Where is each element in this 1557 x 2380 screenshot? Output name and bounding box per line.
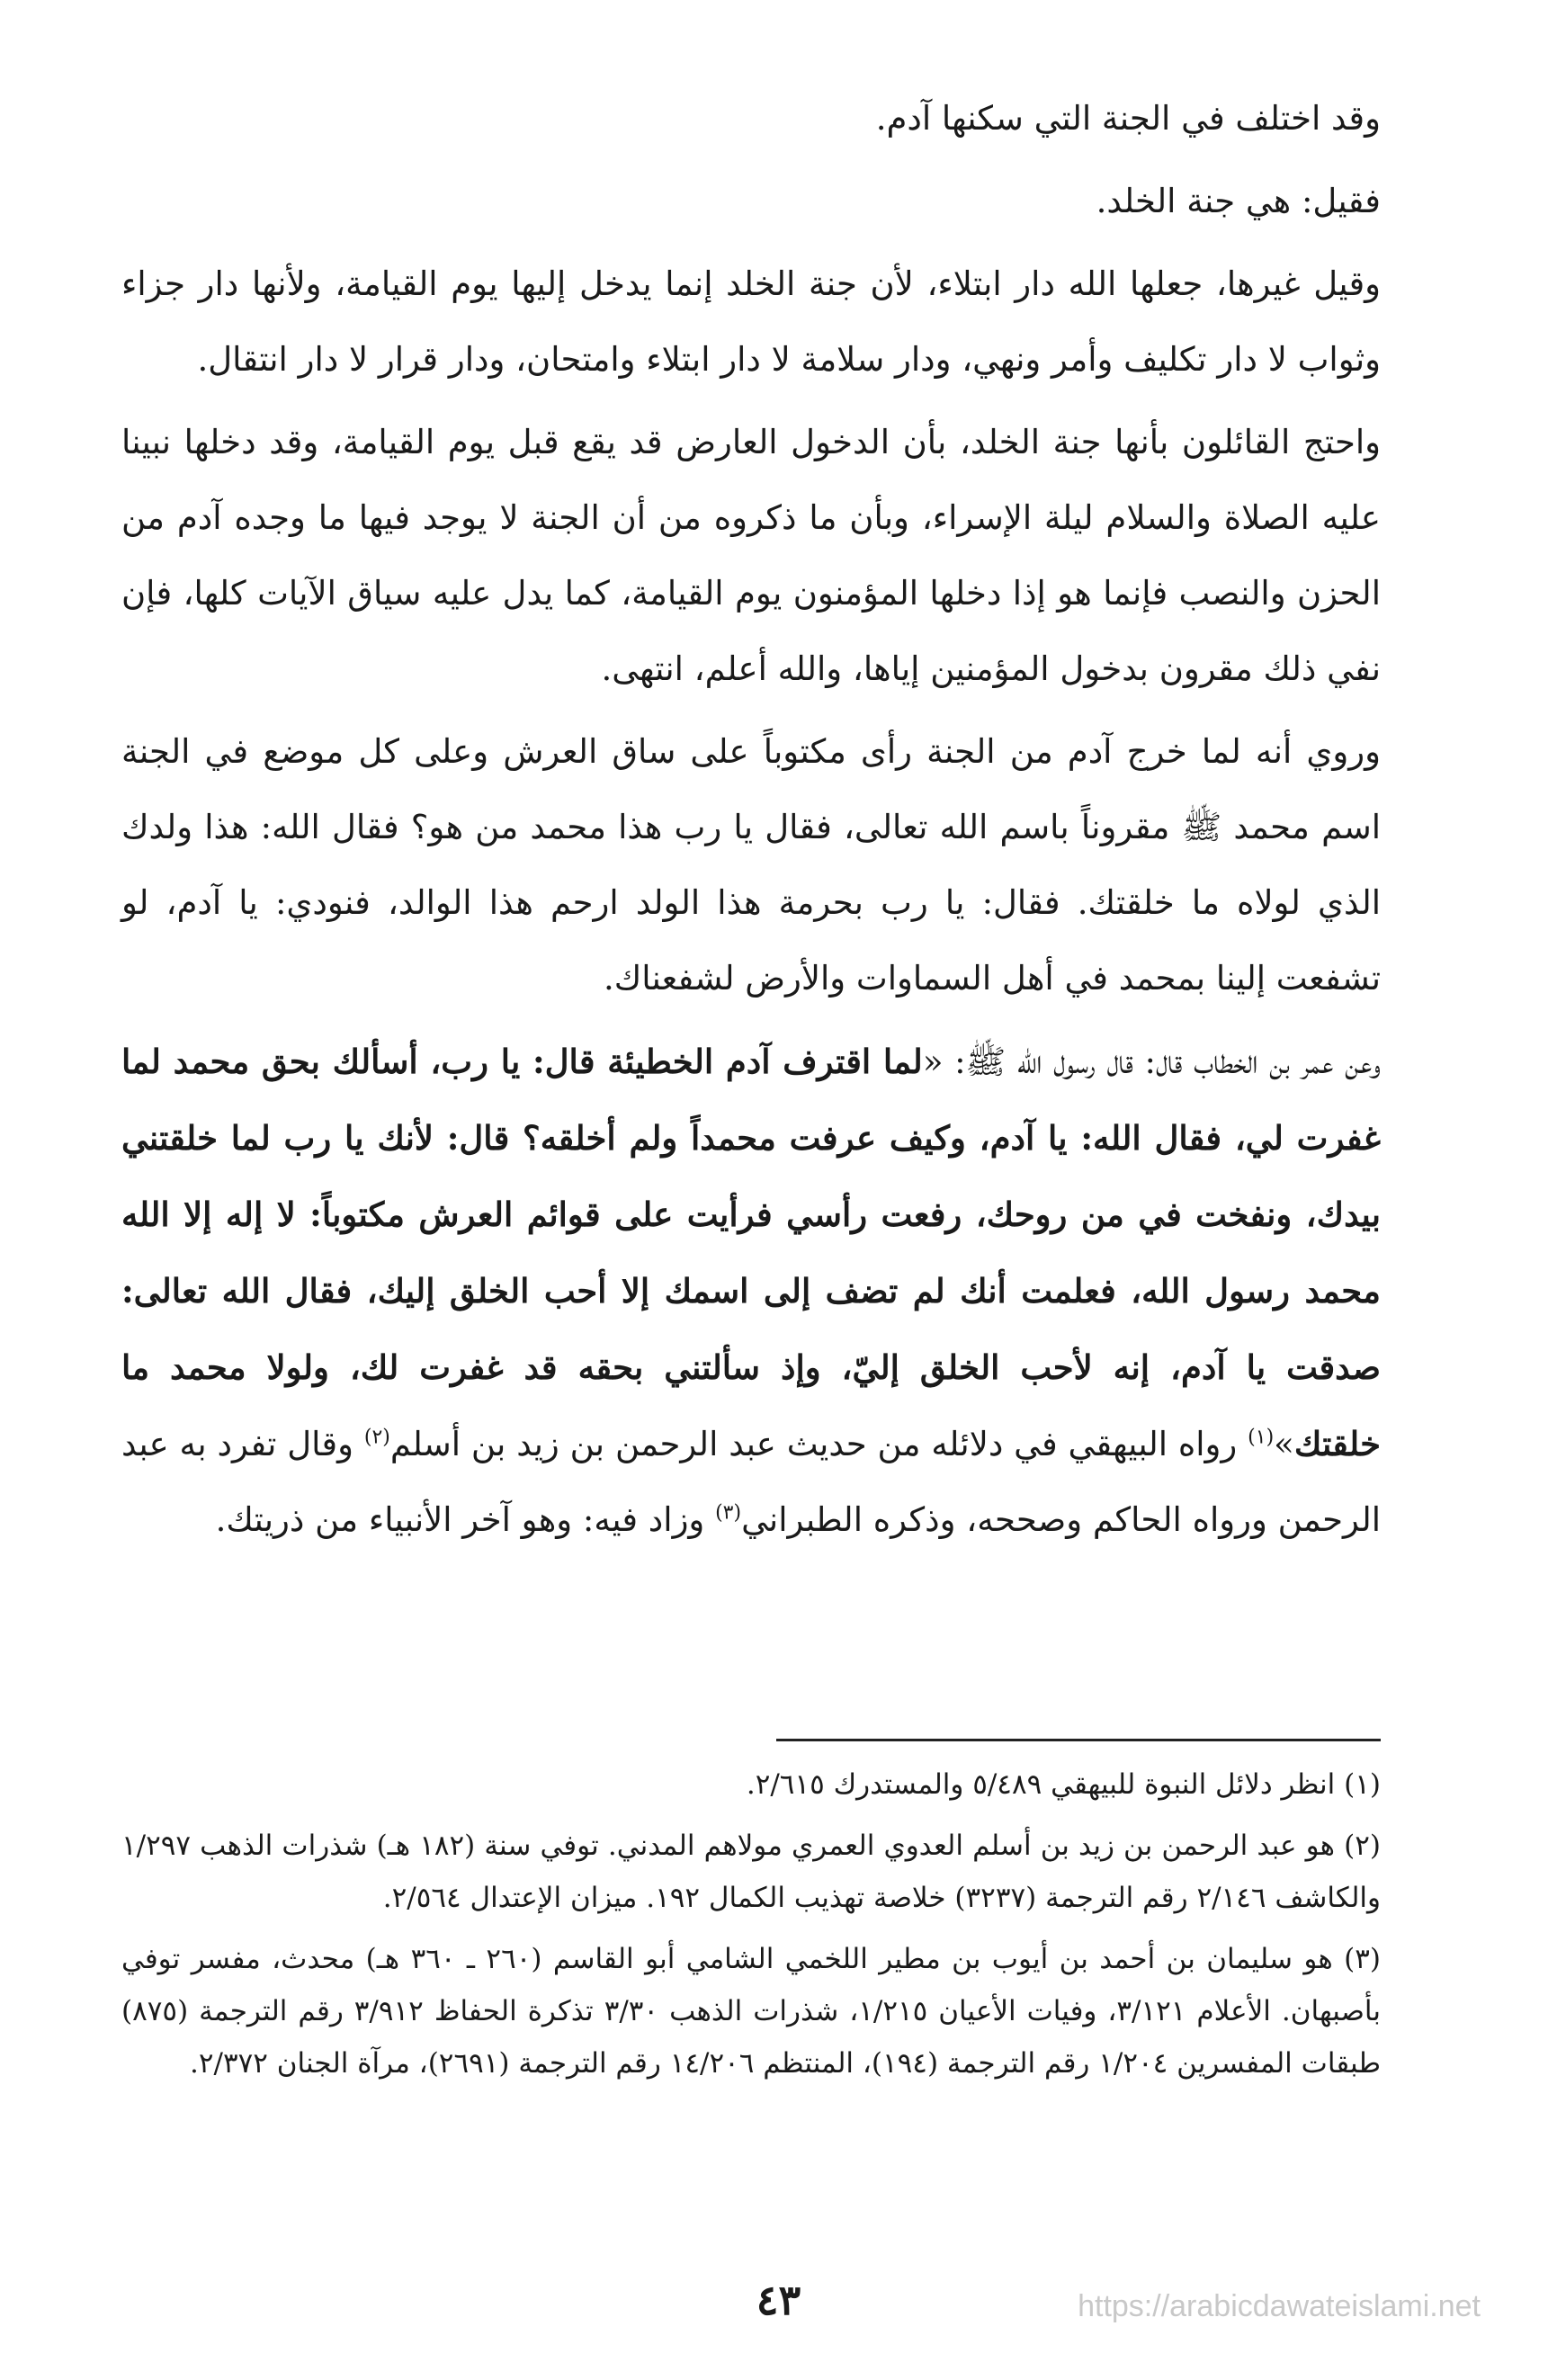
page-number: ٤٣ [756, 2276, 801, 2324]
main-text [121, 81, 1381, 1565]
footnote-2: (٢) هو عبد الرحمن بن زيد بن أسلم العدوي العمري مولاهم المدني. توفي سنة (١٨٢ هـ) شذرات الذهب ١/٢٩٧ والكاشف ٢/١٤٦ رقم الترجمة (٣٢٣٧) خلاصة تهذيب الكمال ١٩٢. ميزان الإعتدال ٢/٥٦٤. [121, 1830, 1381, 1914]
hadith-intro: وعن عمر بن الخطاب قال: قال رسول الله ﷺ: « [922, 1042, 1381, 1081]
footnote-3: (٣) هو سليمان بن أحمد بن أيوب بن مطير اللخمي الشامي أبو القاسم (٢٦٠ ـ ٣٦٠ هـ) محدث، مفسر توفي بأصبهان. الأعلام ٣/١٢١، وفيات الأعيان ١/٢١٥، شذرات الذهب ٣/٣٠ تذكرة الحفاظ ٣/٩١٢ رقم الترجمة (٨٧٥) طبقات المفسرين ١/٢٠٤ رقم الترجمة (١٩٤)، المنتظم ١٤/٢٠٦ رقم الترجمة (٢٦٩١)، مرآة الجنان ٢/٣٧٢. [121, 1943, 1382, 2080]
paragraph-2: فقيل: هي جنة الخلد. [1096, 182, 1381, 220]
hadith-after-1: رواه البيهقي في دلائله من حديث عبد الرحمن بن زيد بن أسلم [389, 1425, 1248, 1463]
hadith-quote-close: » [1274, 1425, 1294, 1463]
footnote-1: (١) انظر دلائل النبوة للبيهقي ٥/٤٨٩ والمستدرك ٢/٦١٥. [746, 1768, 1381, 1801]
footnote-ref-2: (٢) [363, 1426, 390, 1449]
watermark: https://arabicdawateislami.net [1078, 2289, 1481, 2323]
paragraph-4: واحتج القائلون بأنها جنة الخلد، بأن الدخول العارض قد يقع قبل يوم القيامة، وقد دخلها نبينا عليه الصلاة والسلام ليلة الإسراء، وبأن ما ذكروه من أن الجنة لا يوجد فيها ما وجده آدم من الحزن والنصب فإنما هو إذا دخلها المؤمنون يوم القيامة، كما يدل عليه سياق الآيات كلها، فإن نفي ذلك مقرون بدخول المؤمنين إياها، والله أعلم، انتهى. [121, 423, 1381, 688]
paragraph-1: وقد اختلف في الجنة التي سكنها آدم. [875, 99, 1381, 138]
footnotes [121, 1758, 1381, 2098]
paragraph-5: وروي أنه لما خرج آدم من الجنة رأى مكتوباً على ساق العرش وعلى كل موضع في الجنة اسم محمد ﷺ مقروناً باسم الله تعالى، فقال يا رب هذا محمد من هو؟ فقال الله: هذا ولدك الذي لولاه ما خلقتك. فقال: يا رب بحرمة هذا الولد ارحم هذا الوالد، فنودي: يا آدم، لو تشفعت إلينا بمحمد في أهل السماوات والأرض لشفعناك. [121, 732, 1381, 998]
hadith-after-3: وزاد فيه: وهو آخر الأنبياء من ذريتك. [215, 1500, 716, 1539]
paragraph-3: وقيل غيرها، جعلها الله دار ابتلاء، لأن جنة الخلد إنما يدخل إليها يوم القيامة، ولأنها دار جزاء وثواب لا دار تكليف وأمر ونهي، ودار سلامة لا دار ابتلاء وامتحان، ودار قرار لا دار انتقال. [121, 264, 1381, 379]
hadith-paragraph [121, 1024, 1381, 1558]
hadith-quote: لما اقترف آدم الخطيئة قال: يا رب، أسألك بحق محمد لما غفرت لي، فقال الله: يا آدم، وكيف عرفت محمداً ولم أخلقه؟ قال: لأنك يا رب لما خلقتني بيدك، ونفخت في من روحك، رفعت رأسي فرأيت على قوائم العرش مكتوباً: لا إله إلا الله محمد رسول الله، فعلمت أنك لم تضف إلى اسمك إلا أحب الخلق إليك، فقال الله تعالى: صدقت يا آدم، إنه لأحب الخلق إليّ، وإذ سألتني بحقه قد غفرت لك، ولولا محمد ما خلقتك [121, 1042, 1381, 1463]
hadith-after-2: وقال تفرد به عبد الرحمن ورواه الحاكم وصححه، وذكره الطبراني [121, 1425, 1381, 1539]
footnote-ref-3: (٣) [715, 1501, 742, 1525]
footnote-divider [776, 1739, 1381, 1741]
footnote-ref-1: (١) [1248, 1426, 1275, 1449]
